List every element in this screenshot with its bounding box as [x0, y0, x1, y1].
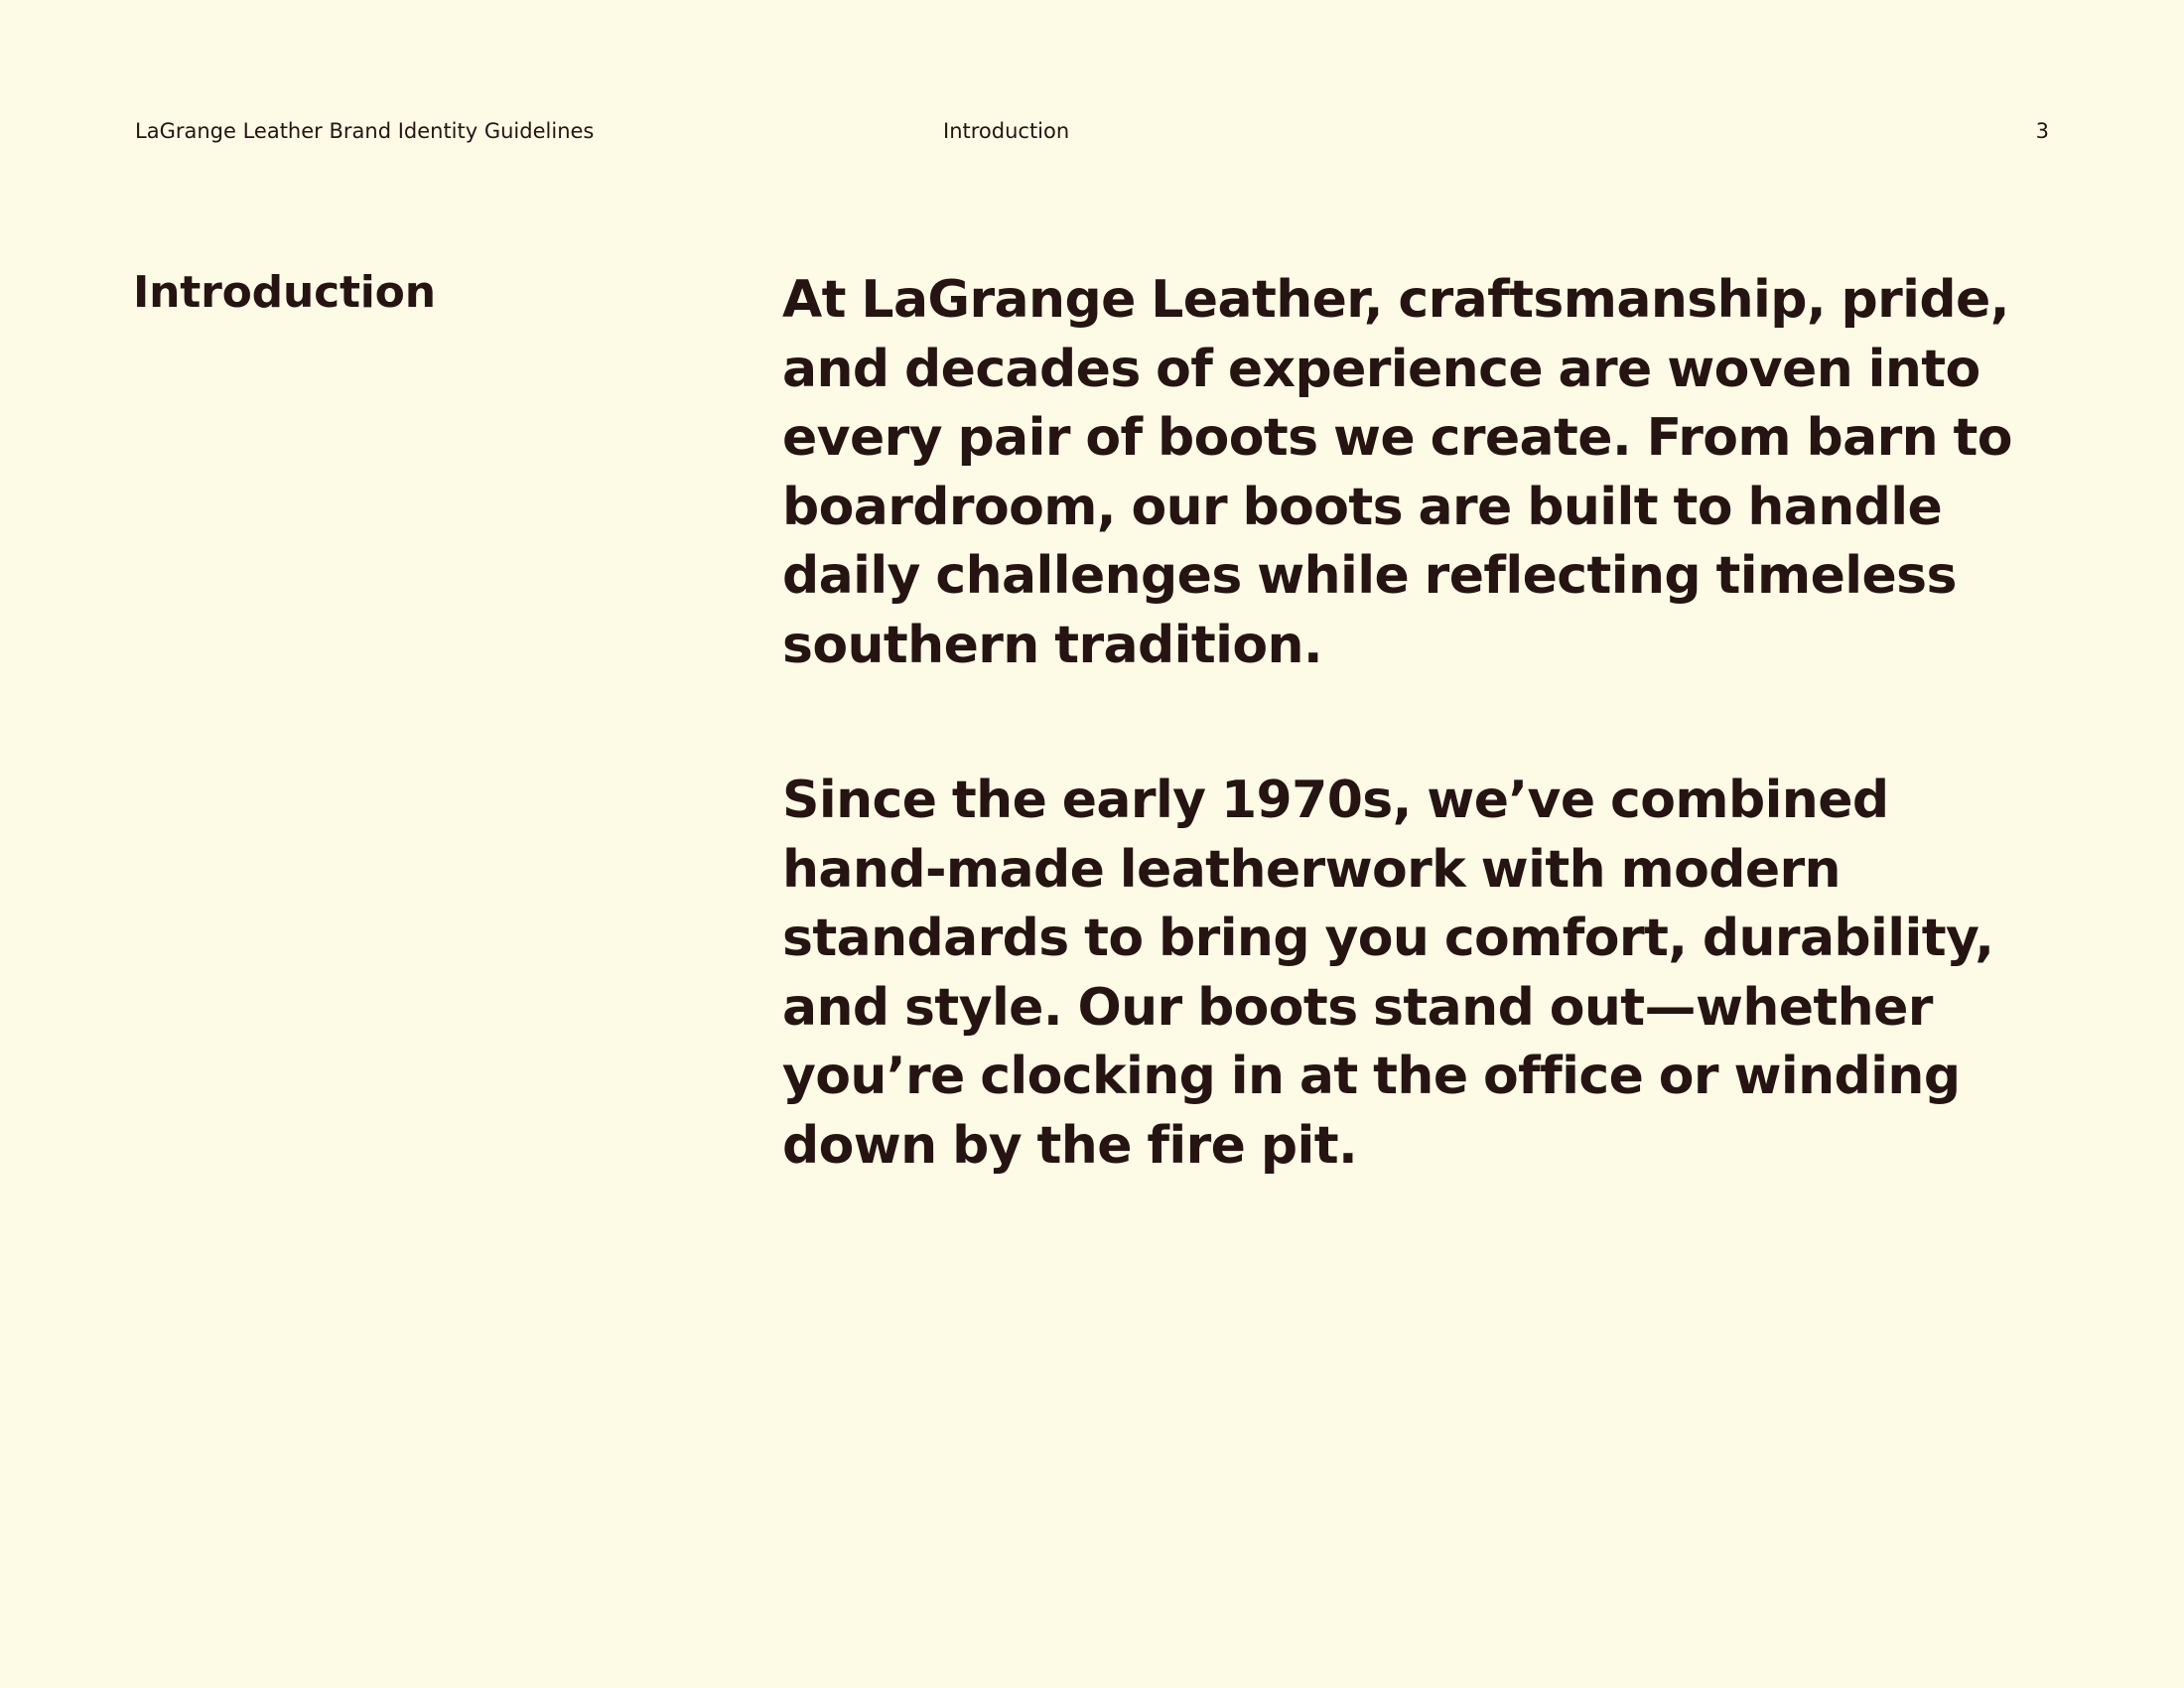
intro-paragraph: At LaGrange Leather, craftsmanship, pride, and decades of experience are woven into every pair of boots we create. From barn to boardroom, our boots are built to handle daily challenges while reflecting timeless southern tradition. [782, 270, 2012, 675]
body-copy [782, 266, 2053, 1181]
section-heading: Introduction [133, 267, 436, 318]
history-paragraph: Since the early 1970s, we’ve combined hand-made leatherwork with modern standards to bring you comfort, durability, and style. Our boots stand out—whether you’re clocking in at the office or winding down by the fire pit. [782, 771, 1994, 1176]
header-section-name: Introduction [943, 119, 1070, 143]
document-title: LaGrange Leather Brand Identity Guidelines [135, 119, 595, 143]
page-number: 3 [2035, 119, 2049, 143]
running-header [135, 117, 2049, 145]
